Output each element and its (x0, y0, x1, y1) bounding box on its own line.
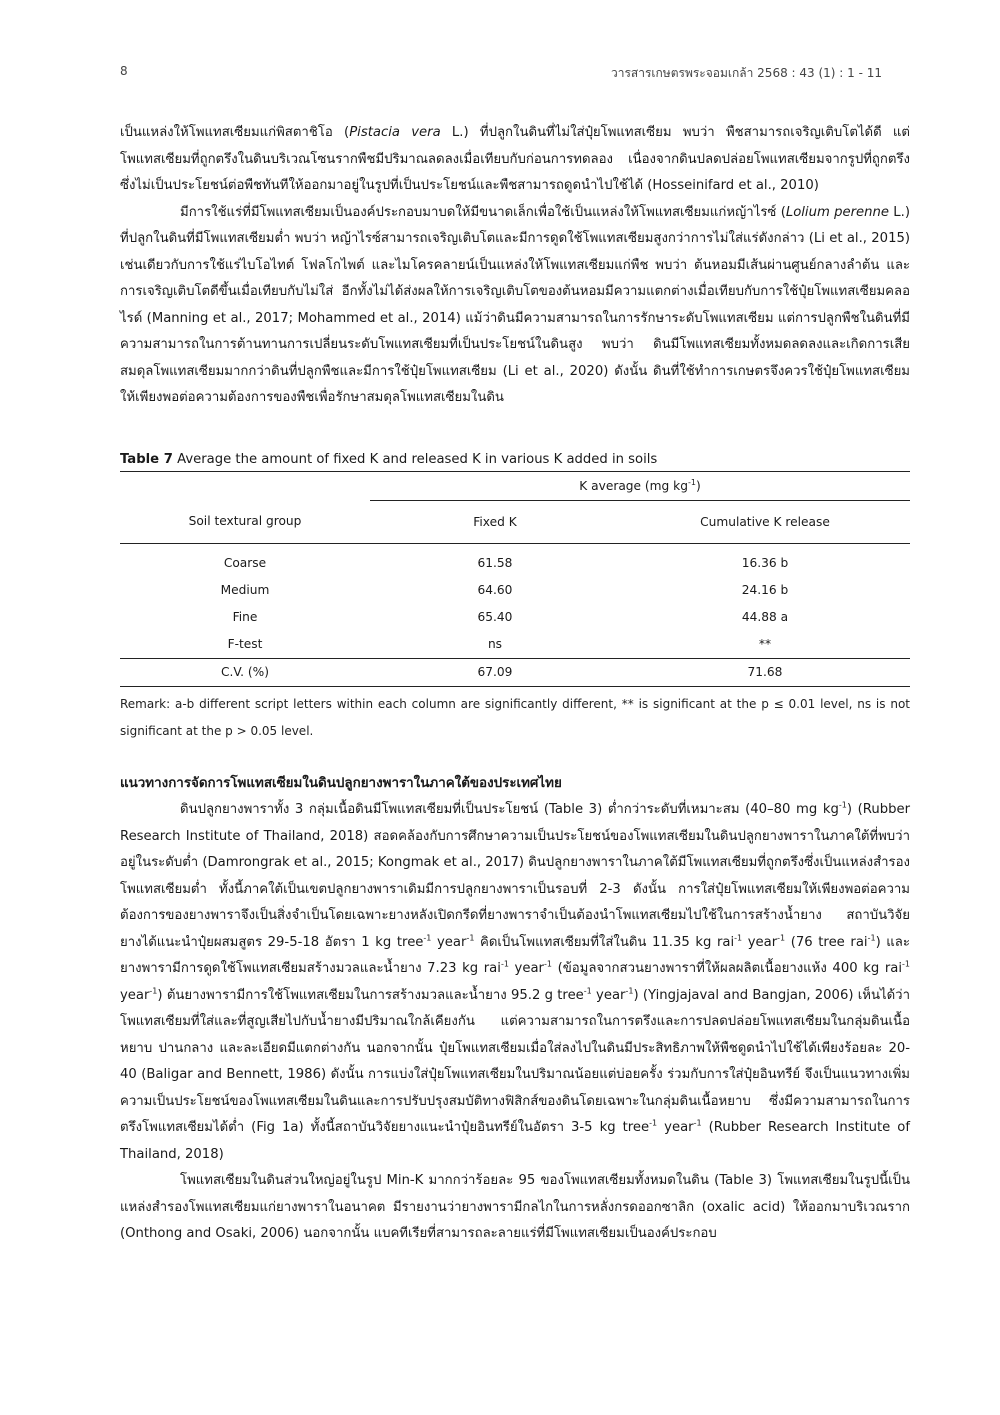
section-paragraph-1: ดินปลูกยางพาราทั้ง 3 กลุ่มเนื้อดินมีโพแทสเซียมที่เป็นประโยชน์ (Table 3) ต่ำกว่าระดับที่เหมาะสม (40–80 mg $kg^{-1}$) (Rubber Research Institute of Thailand, 2018) สอดคล้องกับการศึกษาความเป็นประโยชน์ของโพแทสเซียมในดินปลูกยางพาราในภาคใต้ที่พบว่าอยู่ในระดับต่ำ (Damrongrak et al., 2015; Kongmak et al., 2017) ดินปลูกยางพาราในภาคใต้มีโพแทสเซียมที่ถูกตรึงซึ่งเป็นแหล่งสำรองโพแทสเซียมต่ำ ทั้งนี้ภาคใต้เป็นเขตปลูกยางพาราเดิมมีการปลูกยางพาราเป็นรอบที่ 2-3 ดังนั้น การใส่ปุ๋ยโพแทสเซียมให้เพียงพอต่อความต้องการของยางพาราจึงเป็นสิ่งจำเป็นโดยเฉพาะยางหลังเปิดกรีดที่ยางพาราจำเป็นต้องนำโพแทสเซียมไปใช้ในการสร้างน้ำยาง สถาบันวิจัยยางได้แนะนำปุ๋ยผสมสูตร 29-5-18 อัตรา 1 kg tree$^{-1}$ year$^{-1}$ คิดเป็นโพแทสเซียมที่ใส่ในดิน 11.35 kg rai$^{-1}$ year$^{-1}$ (76 tree rai$^{-1}$) และยางพารามีการดูดใช้โพแทสเซียมสร้างมวลและน้ำยาง 7.23 kg rai$^{-1}$ year$^{-1}$ (ข้อมูลจากสวนยางพาราที่ให้ผลผลิตเนื้อยางแห้ง 400 kg rai$^{-1}$ year$^{-1}$) ต้นยางพารามีการใช้โพแทสเซียมในการสร้างมวลและน้ำยาง 95.2 g tree$^{-1}$ year$^{-1}$) (Yingjajaval and Bangjan, 2006) เห็นได้ว่าโพแทสเซียมที่ใส่และที่สูญเสียไปกับน้ำยางมีปริมาณใกล้เคียงกัน แต่ความสามารถในการตรึงและการปลดปล่อยโพแทสเซียมในกลุ่มดินเนื้อหยาบ ปานกลาง และละเอียดมีแตกต่างกัน นอกจากนั้น ปุ๋ยโพแทสเซียมเมื่อใส่ลงไปในดินมีประสิทธิภาพให้พืชดูดนำไปใช้ได้เพียงร้อยละ 20-40 (Baligar and Bennett, 1986) ดังนั้น การแบ่งใส่ปุ๋ยโพแทสเซียมในปริมาณน้อยแต่บ่อยครั้ง ร่วมกับการใส่ปุ๋ยอินทรีย์ จึงเป็นแนวทางเพิ่มความเป็นประโยชน์ของโพแทสเซียมในดินและการปรับปรุงสมบัติทางฟิสิกส์ของดินโดยเฉพาะในกลุ่มดินเนื้อหยาบ ซึ่งมีความสามารถในการตรึงโพแทสเซียมได้ต่ำ (Fig 1a) ทั้งนี้สถาบันวิจัยยางแนะนำปุ๋ยอินทรีย์ในอัตรา 3-5 kg tree$^{-1}$ year$^{-1}$ (Rubber Research Institute of Thailand, 2018) (120, 800, 910, 1162)
scientific-name: Lolium perenne (785, 204, 889, 220)
table-row: Medium 64.60 24.16 b (220, 583, 789, 597)
k-average-header: K average (mg $kg^{-1}$) (370, 471, 910, 500)
scientific-name: Pistacia vera (349, 125, 441, 140)
page-content (120, 120, 910, 1248)
journal-header: วารสารเกษตรพระจอมเกล้า 2568 : 43 (1) : 1 - 11 (611, 66, 882, 80)
col-header-soil: Soil textural group (120, 500, 370, 543)
paragraph-1: เป็นแหล่งให้โพแทสเซียมแก่พิสตาชิโอ (Pistacia vera L.) ที่ปลูกในดินที่ไม่ใส่ปุ๋ยโพแทสเซียม พบว่า พืชสามารถเจริญเติบโตได้ดี แต่โพแทสเซียมที่ถูกตรึงในดินบริเวณโซนรากพืชมีปริมาณลดลงเมื่อเทียบกับก่อนการทดลอง เนื่องจากดินปลดปล่อยโพแทสเซียมจากรูปที่ถูกตรึงซึ่งไม่เป็นประโยชน์ต่อพืชทันทีให้ออกมาอยู่ในรูปที่เป็นประโยชน์และพืชสามารถดูดนำไปใช้ได้ (Hosseinifard et al., 2010) (120, 125, 910, 193)
table-remark: Remark: a-b different script letters within each column are significantly different, ** is significant at the p ≤ 0.01 level, ns is not significant at the p > 0.05 level. (120, 696, 910, 738)
page-number: 8 (120, 64, 128, 78)
paragraph-2: มีการใช้แร่ที่มีโพแทสเซียมเป็นองค์ประกอบมาบดให้มีขนาดเล็กเพื่อใช้เป็นแหล่งให้โพแทสเซียมแก่หญ้าไรซ์ (Lolium perenne L.) ที่ปลูกในดินที่มีโพแทสเซียมต่ำ พบว่า หญ้าไรซ์สามารถเจริญเติบโตและมีการดูดใช้โพแทสเซียมสูงกว่าการไม่ใส่แร่ดังกล่าว (Li et al., 2015) เช่นเดียวกับการใช้แร่ไบโอไทต์ โฟลโกไพต์ และไมโครคลายน์เป็นแหล่งให้โพแทสเซียมแก่พืช พบว่า ต้นหอมมีเส้นผ่านศูนย์กลางลำต้น และการเจริญเติบโตดีขึ้นเมื่อเทียบกับไม่ใส่ อีกทั้งไม่ได้ส่งผลให้การเจริญเติบโตของต้นหอมมีความแตกต่างเมื่อเทียบกับการใช้ปุ๋ยโพแทสเซียมคลอไรด์ (Manning et al., 2017; Mohammed et al., 2014) แม้ว่าดินมีความสามารถในการรักษาระดับโพแทสเซียม แต่การปลูกพืชในดินที่มีความสามารถในการต้านทานการเปลี่ยนระดับโพแทสเซียมที่เป็นประโยชน์ในดินสูง พบว่า ดินมีโพแทสเซียมทั้งหมดลดลงและเกิดการเสียสมดุลโพแทสเซียมมากกว่าดินที่ปลูกพืชและมีการใช้ปุ๋ยโพแทสเซียม (Li et al., 2020) ดังนั้น ดินที่ใช้ทำการเกษตรจึงควรใช้ปุ๋ยโพแทสเซียมให้เพียงพอต่อความต้องการของพืชเพื่อรักษาสมดุลโพแทสเซียมในดิน (120, 204, 910, 405)
section-heading: แนวทางการจัดการโพแทสเซียมในดินปลูกยางพาราในภาคใต้ของประเทศไทย (120, 775, 562, 791)
table-row: Coarse 61.58 16.36 b (223, 556, 789, 570)
table-row: C.V. (%) 67.09 71.68 (120, 658, 910, 686)
table-row: Fine 65.40 44.88 a (232, 610, 789, 624)
col-header-fixed: Fixed K (370, 500, 620, 543)
data-table (120, 471, 910, 687)
table-row: F-test ns ** (227, 637, 772, 651)
section-paragraph-2: โพแทสเซียมในดินส่วนใหญ่อยู่ในรูป Min-K มากกว่าร้อยละ 95 ของโพแทสเซียมทั้งหมดในดิน (Table 3) โพแทสเซียมในรูปนี้เป็นแหล่งสำรองโพแทสเซียมแก่ยางพาราในอนาคต มีรายงานว่ายางพารามีกลไกในการหลั่งกรดออกซาลิก (oxalic acid) ให้ออกมาบริเวณราก (Onthong and Osaki, 2006) นอกจากนั้น แบคทีเรียที่สามารถละลายแร่ที่มีโพแทสเซียมเป็นองค์ประกอบ (120, 1173, 910, 1241)
table-label: Table 7 (120, 451, 173, 467)
col-header-release: Cumulative K release (620, 500, 910, 543)
table-caption: Table 7 Average the amount of fixed K and released K in various K added in soils (120, 451, 658, 467)
